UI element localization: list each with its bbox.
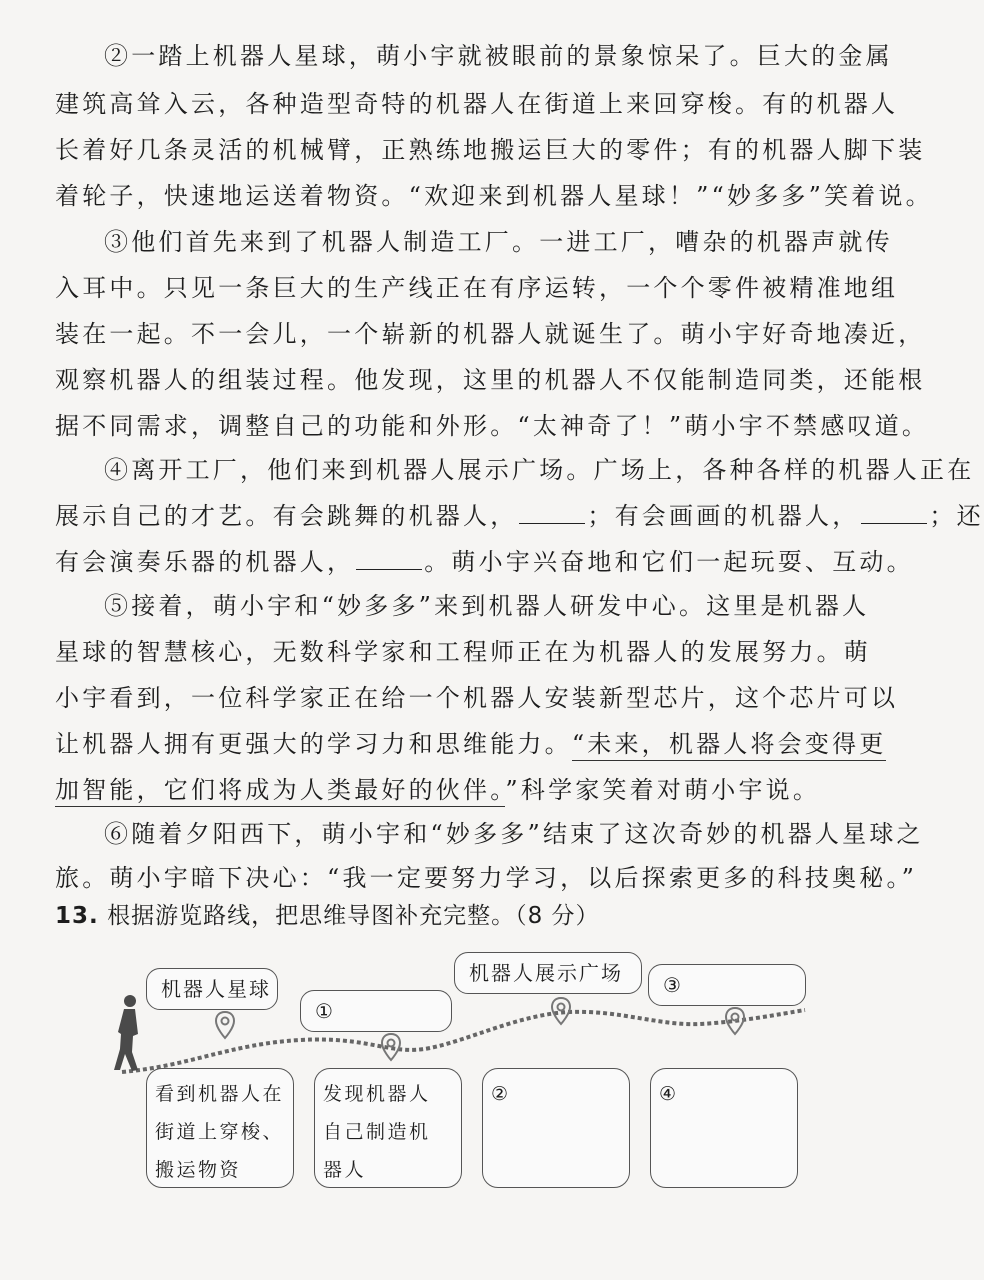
route-stop-blank[interactable]: ① [300,990,452,1032]
text-line: ②一踏上机器人星球，萌小宇就被眼前的景象惊呆了。巨大的金属 [104,42,893,70]
route-stop: 机器人星球 [146,968,278,1010]
text-line [55,546,914,578]
question-text: 根据游览路线，把思维导图补充完整。（8 分） [107,903,600,929]
card-line: ④ [659,1083,679,1105]
question-13 [55,900,600,932]
location-pin-icon [380,1032,402,1066]
question-number: 13. [55,903,99,929]
answer-card-blank[interactable] [482,1068,630,1188]
location-pin-icon [550,996,572,1030]
card-line: 看到机器人在 [155,1083,285,1105]
underlined-quote: 加智能，它们将成为人类最好的伙伴。 [55,776,505,807]
answer-blank[interactable] [519,501,585,524]
answer-blank[interactable] [861,501,927,524]
text-segment: ；还 [929,502,984,530]
text-line: 据不同需求，调整自己的功能和外形。“太神奇了！”萌小宇不禁感叹道。 [55,412,930,440]
mind-map [100,948,820,1208]
text-line [55,500,984,532]
card-line: 自己制造机 [323,1121,431,1143]
text-segment: 有会演奏乐器的机器人， [55,548,355,576]
text-segment: ”科学家笑着对萌小宇说。 [505,776,821,804]
answer-card-blank[interactable] [650,1068,798,1188]
text-segment: 展示自己的才艺。有会跳舞的机器人， [55,502,518,530]
text-segment: 。萌小宇兴奋地和它们一起玩耍、互动。 [424,548,914,576]
underlined-quote: “未来，机器人将会变得更 [572,730,887,761]
text-line: 星球的智慧核心，无数科学家和工程师正在为机器人的发展努力。萌 [55,638,871,666]
text-line: ④离开工厂，他们来到机器人展示广场。广场上，各种各样的机器人正在 [104,456,975,484]
text-line: 旅。萌小宇暗下决心：“我一定要努力学习，以后探索更多的科技奥秘。” [55,864,918,892]
text-line: 入耳中。只见一条巨大的生产线正在有序运转，一个个零件被精准地组 [55,274,899,302]
text-line: 观察机器人的组装过程。他发现，这里的机器人不仅能制造同类，还能根 [55,366,926,394]
text-line [55,774,820,806]
card-line: 发现机器人 [323,1083,431,1105]
text-line: 建筑高耸入云，各种造型奇特的机器人在街道上来回穿梭。有的机器人 [55,90,899,118]
route-stop-blank[interactable]: ③ [648,964,806,1006]
text-line: 小宇看到，一位科学家正在给一个机器人安装新型芯片，这个芯片可以 [55,684,899,712]
text-line: 着轮子，快速地运送着物资。“欢迎来到机器人星球！”“妙多多”笑着说。 [55,182,933,210]
card-line: ② [491,1083,511,1105]
walking-person-icon [108,994,154,1072]
text-segment: ；有会画画的机器人， [587,502,860,530]
text-line: ③他们首先来到了机器人制造工厂。一进工厂，嘈杂的机器声就传 [104,228,893,256]
route-stop: 机器人展示广场 [454,952,642,994]
card-line: 器人 [323,1159,367,1181]
text-line: 长着好几条灵活的机械臂，正熟练地搬运巨大的零件；有的机器人脚下装 [55,136,926,164]
text-line: ⑥随着夕阳西下，萌小宇和“妙多多”结束了这次奇妙的机器人星球之 [104,820,924,848]
card-line: 街道上穿梭、 [155,1121,285,1143]
card-line: 搬运物资 [155,1159,242,1181]
description-card [146,1068,294,1188]
text-line [55,728,886,760]
text-line: ⑤接着，萌小宇和“妙多多”来到机器人研发中心。这里是机器人 [104,592,870,620]
description-card [314,1068,462,1188]
location-pin-icon [214,1010,236,1044]
text-segment: 让机器人拥有更强大的学习力和思维能力。 [55,730,572,758]
text-line: 装在一起。不一会儿，一个崭新的机器人就诞生了。萌小宇好奇地凑近， [55,320,926,348]
answer-blank[interactable] [356,547,422,570]
location-pin-icon [724,1006,746,1040]
